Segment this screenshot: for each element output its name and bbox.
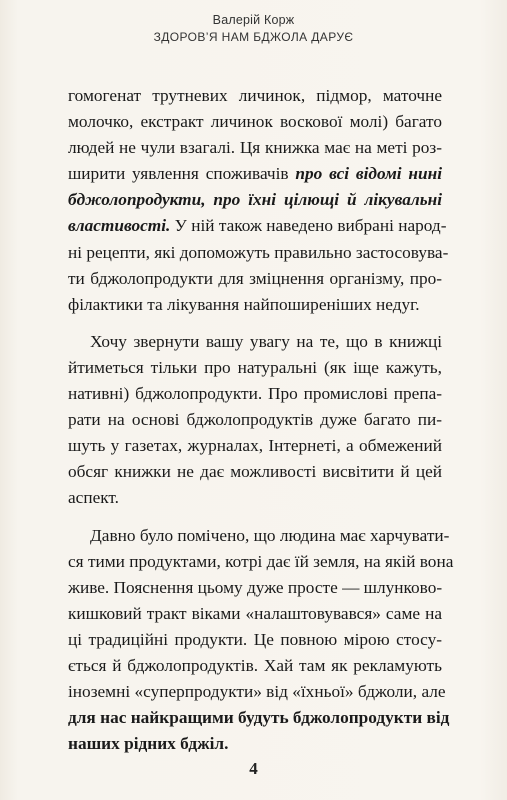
emphasis-run: наших рідних бджіл. (68, 734, 229, 754)
text-run: молочко, екстракт личинок воскової молі) багато (68, 112, 442, 132)
emphasis-run: бджолопродукти, про їхні цілющі й лікувальні (68, 190, 442, 210)
header-author: Валерій Корж (212, 13, 295, 27)
text-line (68, 705, 450, 731)
text-line (68, 83, 442, 109)
text-run: ні рецепти, які допоможуть правильно застосовува- (68, 242, 449, 262)
text-run: ці традиційні продукти. Це повною мірою стосу- (68, 629, 442, 649)
text-run: шуть у газетах, журналах, Інтернеті, а обмежений (68, 436, 442, 456)
text-run: обсяг книжки не дає можливості висвітити й цей (68, 462, 442, 482)
text-line (68, 679, 446, 705)
paragraph (68, 329, 442, 512)
paragraph (68, 83, 449, 318)
text-line (68, 161, 442, 187)
text-line (68, 601, 442, 627)
text-run: ється й бджолопродуктів. Хай там як рекламують (68, 655, 442, 675)
page-number: 4 (249, 759, 258, 778)
text-run: У ній також наведено вибрані народ- (170, 216, 447, 236)
body-text (68, 83, 454, 757)
paragraph (68, 523, 454, 758)
text-line (68, 240, 449, 266)
text-line (68, 213, 447, 239)
running-header (0, 12, 507, 46)
text-run: гомогенат трутневих личинок, підмор, маточне (68, 86, 442, 105)
text-line (68, 407, 442, 433)
text-line (68, 653, 442, 679)
text-run: живе. Пояснення цьому дуже просте — шлунково- (68, 577, 443, 597)
header-book-title: ЗДОРОВ’Я НАМ БДЖОЛА ДАРУЄ (153, 30, 354, 44)
text-run: кишковий тракт віками «налаштовувався» саме на (68, 603, 442, 623)
text-line (68, 433, 442, 459)
text-line (68, 575, 442, 601)
text-run: йтиметься тільки про натуральні (як іще кажуть, (68, 357, 442, 377)
text-line (68, 381, 442, 407)
text-line (68, 109, 442, 135)
text-line (68, 523, 450, 549)
emphasis-run: властивості. (68, 216, 171, 236)
text-run: аспект. (68, 488, 119, 508)
text-line (68, 485, 442, 511)
text-line (68, 549, 454, 575)
text-line (68, 355, 442, 381)
text-line (68, 135, 442, 161)
text-run: Давно було помічено, що людина має харчувати- (90, 525, 450, 545)
text-line (68, 292, 442, 318)
text-run: іноземні «суперпродукти» від «їхньої» бджоли, але (68, 682, 446, 702)
paragraph-gap (68, 512, 442, 523)
paragraph-gap (68, 318, 442, 329)
text-run: філактики та лікування найпоширеніших недуг. (68, 294, 420, 314)
text-run: людей не чули взагалі. Ця книжка має на меті роз- (68, 138, 442, 158)
text-run: рати на основі бджолопродуктів дуже багато пи- (68, 410, 442, 430)
text-run: ся тими продуктами, котрі дає їй земля, на якій вона (68, 551, 454, 571)
text-run: ширити уявлення споживачів (68, 164, 296, 184)
emphasis-run: про всі відомі нині (295, 164, 442, 184)
text-line (68, 627, 442, 653)
text-run: Хочу звернути вашу увагу на те, що в книжці (90, 331, 442, 351)
text-run: нативні) бджолопродукти. Про промислові препа- (68, 384, 442, 404)
text-line (68, 266, 442, 292)
text-line (68, 731, 442, 757)
text-line (68, 459, 442, 485)
text-line (68, 187, 442, 213)
text-run: ти бджолопродукти для зміцнення організму, про- (68, 268, 442, 288)
emphasis-run: для нас найкращими будуть бджолопродукти від (68, 708, 450, 728)
text-line (68, 329, 442, 355)
